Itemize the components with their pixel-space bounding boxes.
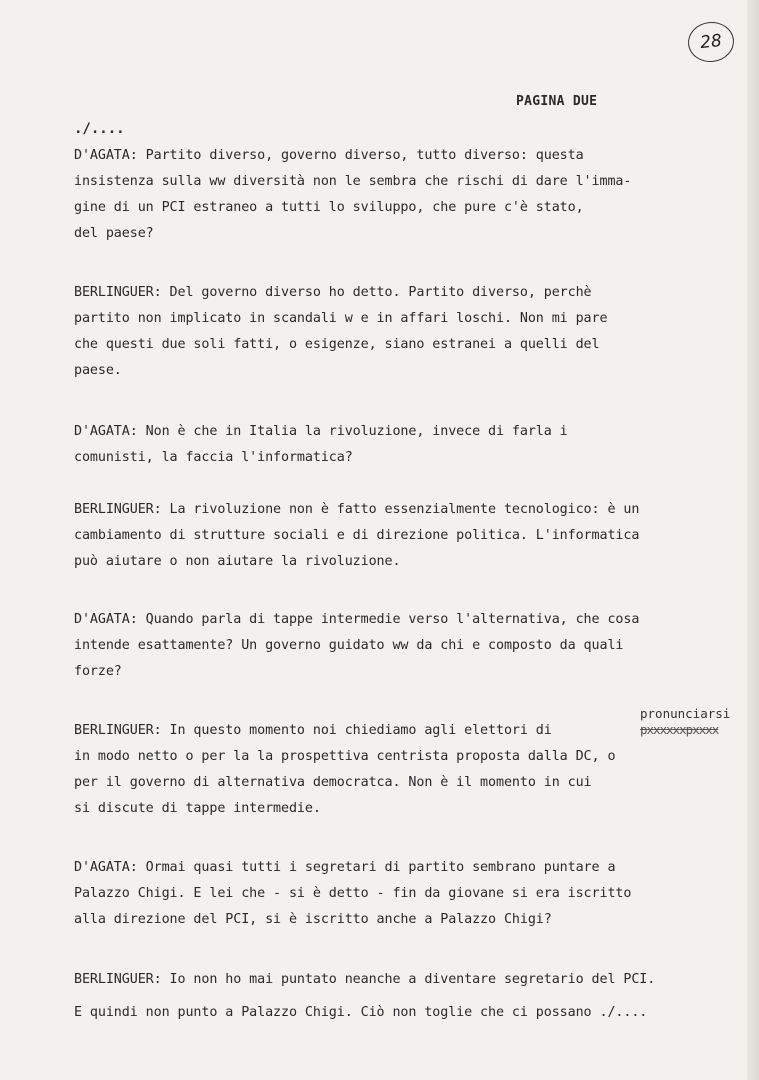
paragraph-dagata-1 [74,143,746,247]
text-line: per il governo di alternativa democratca. Non è il momento in cui [74,775,592,790]
text-line: cambiamento di strutture sociali e di direzione politica. L'informatica [74,528,640,543]
text-line: partito non implicato in scandali w e in affari loschi. Non mi pare [74,311,608,326]
handwritten-insertion: pronunciarsi [640,706,731,721]
text-line: del paese? [74,226,154,241]
text-line: alla direzione del PCI, si è iscritto anche a Palazzo Chigi? [74,912,552,927]
text-line: comunisti, la faccia l'informatica? [74,450,353,465]
text-line: BERLINGUER: Io non ho mai puntato neanche a diventare segretario del PCI. [74,972,656,987]
paragraph-berlinguer-3 [74,718,746,822]
text-line: D'AGATA: Partito diverso, governo diverso, tutto diverso: questa [74,148,584,163]
text-line: intende esattamente? Un governo guidato ww da chi e composto da quali [74,638,624,653]
text-line: D'AGATA: Ormai quasi tutti i segretari di partito sembrano puntare a [74,860,616,875]
paragraph-dagata-4 [74,855,746,933]
text-line: si discute di tappe intermedie. [74,801,321,816]
paragraph-berlinguer-1 [74,280,746,384]
text-line: forze? [74,664,122,679]
text-line: BERLINGUER: La rivoluzione non è fatto essenzialmente tecnologico: è un [74,502,640,517]
text-line: che questi due soli fatti, o esigenze, siano estranei a quelli del [74,337,600,352]
struck-out-text: pxxxxxxpxxxx [640,722,719,737]
text-line: BERLINGUER: Del governo diverso ho detto. Partito diverso, perchè [74,285,592,300]
text-line: D'AGATA: Quando parla di tappe intermedie verso l'alternativa, che cosa [74,612,640,627]
page-header: PAGINA DUE [516,94,598,109]
text-line: E quindi non punto a Palazzo Chigi. Ciò non toglie che ci possano ./.... [74,1005,648,1020]
continuation-mark-top: ./.... [74,121,125,137]
paragraph-dagata-2 [74,419,746,471]
paragraph-berlinguer-2 [74,497,746,575]
text-line: in modo netto o per la la prospettiva centrista proposta dalla DC, o [74,749,616,764]
text-line: Palazzo Chigi. E lei che - si è detto - fin da giovane si era iscritto [74,886,632,901]
text-line: può aiutare o non aiutare la rivoluzione. [74,554,401,569]
handwritten-page-number: 28 [686,20,736,65]
paragraph-dagata-3 [74,607,746,685]
text-line: BERLINGUER: In questo momento noi chiediamo agli elettori di [74,723,552,738]
text-line: insistenza sulla ww diversità non le sembra che rischi di dare l'imma- [74,174,632,189]
text-line: paese. [74,363,122,378]
page-edge-shadow [747,0,759,1080]
text-line: gine di un PCI estraneo a tutti lo sviluppo, che pure c'è stato, [74,200,584,215]
text-line: D'AGATA: Non è che in Italia la rivoluzione, invece di farla i [74,424,568,439]
paragraph-berlinguer-4 [74,960,746,1026]
